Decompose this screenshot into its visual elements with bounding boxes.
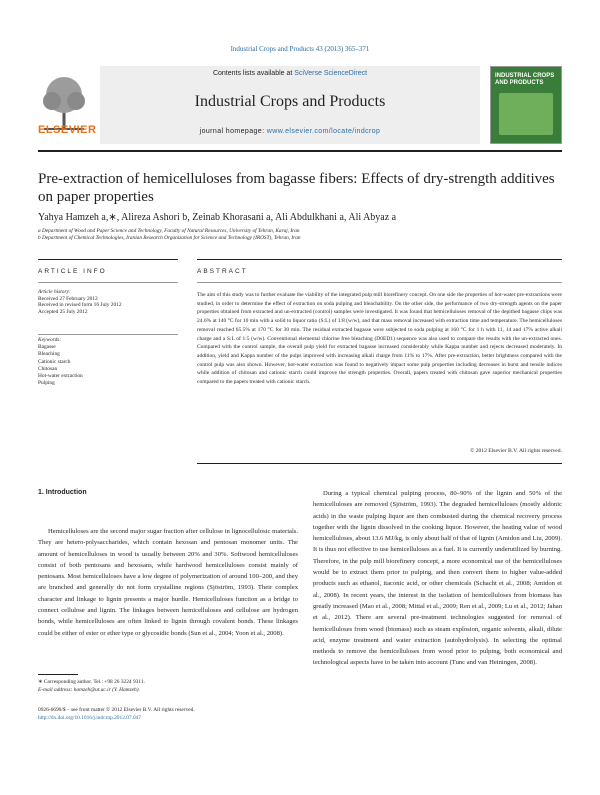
article-history	[38, 289, 178, 315]
header-divider	[38, 150, 562, 152]
paragraph: During a typical chemical pulping process, 80–90% of the lignin and 50% of the hemicelluloses are removed (Sjöström, 1993). The degraded hemicelluloses (mostly aldonic acids) in the waste pulping liquor are then combusted during the chemical recovery process together with the lignin dissolved in the cooking liquor. However, the heating value of wood hemicelluloses, about 13.6 MJ/kg, is only about half of that of lignin (Amidon and Liu, 2009). It is thus not effective to use hemicelluloses as a fuel. It is currently underutilized by burning. Therefore, in the pulp mill biorefinery concept, a more economical use of the hemicelluloses would be to extract them prior to pulping, and then convert them to higher value-added products such as ethanol, itaconic acid, or other chemicals (Schacht et al., 2008; Amidon et al., 2008). In recent years, the interest in the isolation of hemicelluloses from biomass has greatly increased (Mao et al., 2008; Mittal et al., 2009; Ren et al., 2009; Lu et al., 2012; Jahan et al., 2012). There are several pre-treatment technologies suggested for removal of hemicelluloses from wood (biomass) such as steam explosion, organic solvents, alkali, dilute acid, enzyme treatment and water extraction (autohydrolysis). In selecting the optimal methods to remove the hemicelluloses from wood prior to pulping, both economical and technological aspects have to be taken into account (Tunc and van Heiningen, 2008).	[313, 490, 562, 667]
keywords-divider	[38, 334, 178, 335]
keyword: Pulping	[38, 380, 55, 387]
paragraph: Hemicelluloses are the second major sugar fraction after cellulose in lignocellulosic materials. They are hetero-polysaccharides, which contain hexosan and pentosan monomer units. The amount of hemicelluloses in wood is usually between 20% and 30%. Softwood hemicelluloses consist of both pentosans and hexosans, while hardwood hemicelluloses consist mainly of pentosans. Most hemicelluloses have a low degree of polymerization of around 100–200, and they are branched and generally do not form crystalline regions (Sjöström, 1993). Their complex character and linkage to lignin presents a major hurdle. Hemicelluloses function as a bridge to connect cellulose and lignin. The linkages between hemicelluloses and cellulose are hydrogen bonds, while hemicelluloses are often linked to lignin through covalent bonds. These linkages could be either of ester or ether type or glycosidic bonds (Sun et al., 2004; Yoon et al., 2008).	[38, 528, 298, 637]
history-label: Article history:	[38, 289, 71, 295]
keyword: Cationic starch	[38, 358, 71, 365]
footnotes	[38, 678, 298, 694]
affiliation-a: a Department of Wood and Paper Science and Technology, Faculty of Natural Resources, University of Tehran, Karaj, Iran	[38, 228, 300, 234]
affiliation-b: b Department of Chemical Technologies, Iranian Research Organization for Science and Technology (IROST), Tehran, Iran	[38, 235, 301, 241]
history-revised: Received in revised form 16 July 2012	[38, 302, 122, 309]
body-column-right	[313, 488, 562, 669]
abstract-text: The aim of this study was to further evaluate the viability of the integrated pulp mill biorefinery concept. On one side the properties of hot-water pre-extractions were studied, in order to determine the effect of extraction on soda pulping and bleachability. On the other side, the performance of two dry-strength agents on the paper properties obtained from extracted and un-extracted (control) samples were investigated. It was found that hemicelluloses removal of the depithed bagasse chips was 24.6% at 140 °C for 10 min with a solid to liquor ratio (S:L) of 1:8 (w/w), and that mass removal increased with extraction time and temperature. The hemicelluloses removal reached 65.5% at 170 °C for 30 min. The residual extracted bagasse were subjected to soda pulping at 160 °C for 1 h with 11, 14 and 17% active alkali charge and a S:L of 1:5 (w/w). Conventional elemental chlorine free bleaching (D0ED1) sequence was also used to compare the results with the un-extracted ones. Compared with the control sample, the overall pulp yield for extracted bagasse increased considerably while Kappa number and rejects decreased moderately. In addition, yield and Kappa number of the pulps improved with increasing alkali charge from 11% to 17%. After pre-extraction, better brightness compared with the control pulp was also shown. However, hot-water extraction was found to negatively impact some pulp properties including decreases in burst and tensile indices while addition of chitosan and cationic starch could improve the strength properties. Overall, papers treated with chitosan gave superior mechanical properties compared to the papers treated with cationic starch.	[197, 292, 562, 386]
article-info-heading: ARTICLE INFO	[38, 268, 107, 275]
article-info-rule	[38, 259, 178, 260]
contents-prefix: Contents lists available at	[212, 70, 295, 77]
copyright-notice: © 2012 Elsevier B.V. All rights reserved.	[470, 448, 562, 454]
publisher-name: ELSEVIER	[38, 124, 97, 136]
keywords-label: Keywords:	[38, 337, 62, 343]
article-title: Pre-extraction of hemicelluloses from bagasse fibers: Effects of dry-strength additives on paper properties	[38, 171, 555, 205]
abstract-rule	[197, 259, 562, 260]
keyword: Hot-water extraction	[38, 373, 83, 380]
keyword: Bleaching	[38, 351, 60, 358]
journal-banner	[100, 66, 480, 144]
journal-title: Industrial Crops and Products	[194, 93, 386, 110]
abstract-bottom-rule	[197, 463, 562, 464]
keyword: Bagasse	[38, 344, 56, 351]
keywords	[38, 337, 178, 387]
issn-line: 0926-6690/$ – see front matter © 2012 Elsevier B.V. All rights reserved.	[38, 707, 195, 713]
contents-line	[100, 70, 480, 77]
journal-cover-thumbnail	[490, 66, 562, 144]
article-info-subrule	[38, 282, 178, 283]
journal-reference[interactable]: Industrial Crops and Products 43 (2013) 365–371	[230, 45, 370, 53]
body-column-left	[38, 526, 298, 639]
email-note[interactable]: E-mail address: hamzeh@ut.ac.ir (Y. Hamzeh).	[38, 687, 140, 694]
footnote-divider	[38, 674, 78, 675]
abstract-heading: ABSTRACT	[197, 268, 248, 275]
section-heading-introduction: 1. Introduction	[38, 489, 87, 496]
homepage-prefix: journal homepage:	[199, 128, 267, 135]
homepage-link[interactable]: www.elsevier.com/locate/indcrop	[266, 128, 381, 135]
cover-title: INDUSTRIAL CROPS AND PRODUCTS	[495, 73, 555, 86]
keyword: Chitosan	[38, 365, 58, 372]
abstract-subrule	[197, 282, 562, 283]
author-list: Yahya Hamzeh a,∗, Alireza Ashori b, Zeinab Khorasani a, Ali Abdulkhani a, Ali Abyaz a	[38, 212, 397, 223]
cover-image	[499, 93, 553, 135]
homepage-line	[100, 128, 480, 135]
doi-link[interactable]: http://dx.doi.org/10.1016/j.indcrop.2012.07.047	[38, 715, 142, 722]
publication-meta	[38, 706, 298, 722]
journal-header	[38, 66, 562, 148]
corresponding-author-note: ∗ Corresponding author. Tel.: +98 26 3224 9311.	[38, 679, 145, 685]
history-accepted: Accepted 25 July 2012	[38, 308, 88, 315]
sciencedirect-link[interactable]: SciVerse ScienceDirect	[294, 70, 368, 77]
history-received: Received 27 February 2012	[38, 295, 98, 302]
